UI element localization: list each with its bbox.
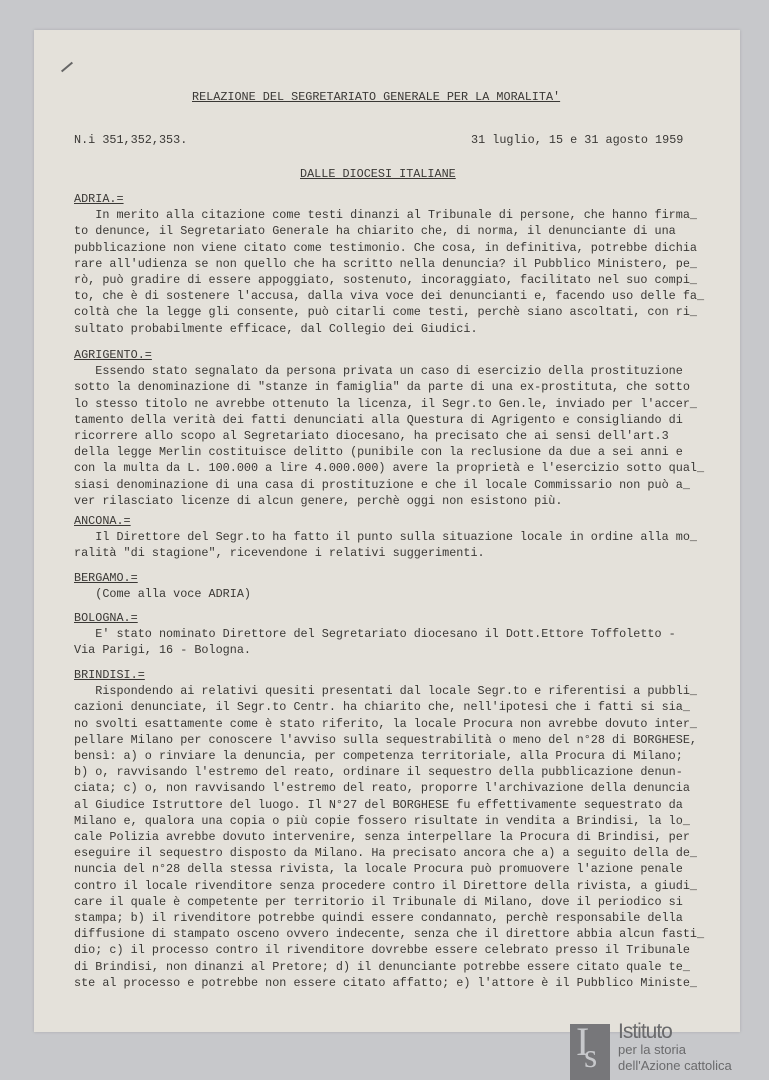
text-line: rare all'udienza se non quello che ha scritto nella denuncia? il Pubblico Ministero, pe_ [74,256,697,271]
text-line: Essendo stato segnalato da persona privata un caso di esercizio della prostituzione [74,364,683,379]
text-line: di Brindisi, non dinanzi al Pretore; d) il denunciante potrebbe essere citato quale te_ [74,959,690,974]
text-line: (Come alla voce ADRIA) [74,587,251,602]
text-line: Rispondendo ai relativi quesiti presentati dal locale Segr.to e riferentisi a pubbli_ [74,684,697,699]
institute-watermark [568,1019,769,1080]
section-brindisi [74,667,714,991]
text-line: bensì: a) o rinviare la denuncia, per competenza territoriale, alla Procura di Milano; [74,749,683,764]
text-line: dio; c) il processo contro il rivenditore dovrebbe essere celebrato presso il Tribunale [74,943,690,958]
issue-date: 31 luglio, 15 e 31 agosto 1959 [471,133,684,147]
text-line: sultato probabilmente efficace, dal Collegio dei Giudici. [74,321,478,336]
text-line: no svolti esattamente come è stato riferito, la locale Procura non avrebbe dovuto inter_ [74,716,697,731]
text-line: della legge Merlin costituisce delitto (punibile con la reclusione da due a sei anni e [74,445,683,460]
text-line: care il quale è competente per territorio il Tribunale di Milano, dove il periodico si [74,894,683,909]
text-line: to denunce, il Segretariato Generale ha chiarito che, di norma, il denunciante di una [74,224,676,239]
text-line: rò, può gradire di essere appoggiato, sostenuto, incoraggiato, facilitato nel suo compi_ [74,273,697,288]
text-line: ste al processo e potrebbe non essere citato affatto; e) l'attore è il Pubblico Ministe_ [74,975,697,990]
text-line: Milano e, qualora una copia o più copie fossero risultate in vendita a Brindisi, la lo_ [74,813,690,828]
section-agrigento [74,347,714,509]
text-line: nuncia del n°28 della stessa rivista, la locale Procura può promuovere l'azione penale [74,862,683,877]
section-heading: BERGAMO.= [74,571,138,585]
text-line: lo stesso titolo ne avrebbe ottenuto la licenza, il Segr.to Gen.le, inviado per l'accer_ [74,396,697,411]
text-line: stampa; b) il rivenditore potrebbe quindi essere condannato, perchè responsabile della [74,911,683,926]
text-line: Via Parigi, 16 - Bologna. [74,643,251,658]
watermark-line-3: dell'Azione cattolica [618,1058,732,1073]
text-line: pellare Milano per conoscere l'avviso sulla sequestrabilità o meno del n°28 di BORGHESE, [74,732,697,747]
text-line: con la multa da L. 100.000 a lire 4.000.000) avere la proprietà e l'esercizio sotto qual_ [74,461,705,476]
text-line: diffusione di stampato osceno ovvero indecente, senza che il direttore abbia alcun fasti_ [74,927,705,942]
text-line: pubblicazione non viene citato come testimonio. Che cosa, in definitiva, potrebbe dichia [74,240,697,255]
text-line: tamento della verità dei fatti denunciati alla Questura di Agrigento e consigliando di [74,412,683,427]
text-line: b) o, ravvisando l'estremo del reato, ordinare il sequestro della pubblicazione denun- [74,765,683,780]
text-line: ciata; c) o, non ravvisando l'estremo del reato, proporre l'archivazione della denuncia [74,781,690,796]
section-heading: ADRIA.= [74,192,124,206]
text-line: sotto la denominazione di "stanze in famiglia" da parte di una ex-prostituta, che sotto [74,380,690,395]
watermark-line-1: Istituto [618,1020,672,1043]
text-line: siasi denominazione di una casa di prostituzione e che il locale Commissario non può a_ [74,477,690,492]
text-line: ralità "di stagione", ricevendone i relativi suggerimenti. [74,546,485,561]
text-line: Il Direttore del Segr.to ha fatto il punto sulla situazione locale in ordine alla mo_ [74,530,697,545]
section-heading: ANCONA.= [74,514,131,528]
text-line: contro il locale rivenditore senza procedere contro il Direttore della rivista, a giudi_ [74,878,697,893]
section-adria [74,191,714,337]
text-line: al Giudice Istruttore del luogo. Il N°27 del BORGHESE fu effettivamente sequestrato da [74,797,683,812]
text-line: E' stato nominato Direttore del Segretariato diocesano il Dott.Ettore Toffoletto - [74,627,676,642]
section-heading: BRINDISI.= [74,668,145,682]
document-title: RELAZIONE DEL SEGRETARIATO GENERALE PER LA MORALITA' [192,90,561,104]
text-line: ver rilasciato licenze di alcun genere, perchè oggi non esistono più. [74,493,563,508]
watermark-line-2: per la storia [618,1042,686,1057]
monogram-logo: I s [570,1024,610,1080]
text-line: coltà che la legge gli consente, può citarli come testi, perchè siano ascoltati, con ri_ [74,305,697,320]
text-line: eseguire il sequestro disposto da Milano. Ha precisato ancora che a) a seguito della de_ [74,846,697,861]
section-heading: BOLOGNA.= [74,611,138,625]
issue-numbers: N.i 351,352,353. [74,133,188,147]
section-ancona [74,513,714,562]
section-heading: AGRIGENTO.= [74,348,152,362]
text-line: to, che è di sostenere l'accusa, dalla viva voce dei denuncianti e, facendo uso delle fa_ [74,289,705,304]
text-line: ricorrere allo scopo al Segretariato diocesano, ha precisato che ai sensi dell'art.3 [74,429,669,444]
text-line: cale Polizia avrebbe dovuto intervenire, senza interpellare la Procura di Brindisi, per [74,830,690,845]
section-bologna [74,610,714,659]
section-subtitle: DALLE DIOCESI ITALIANE [300,167,456,181]
section-bergamo [74,570,714,602]
text-line: In merito alla citazione come testi dinanzi al Tribunale di persone, che hanno firma_ [74,208,697,223]
text-line: cazioni denunciate, il Segr.to Centr. ha chiarito che, nell'ipotesi che i fatti si sia_ [74,700,690,715]
